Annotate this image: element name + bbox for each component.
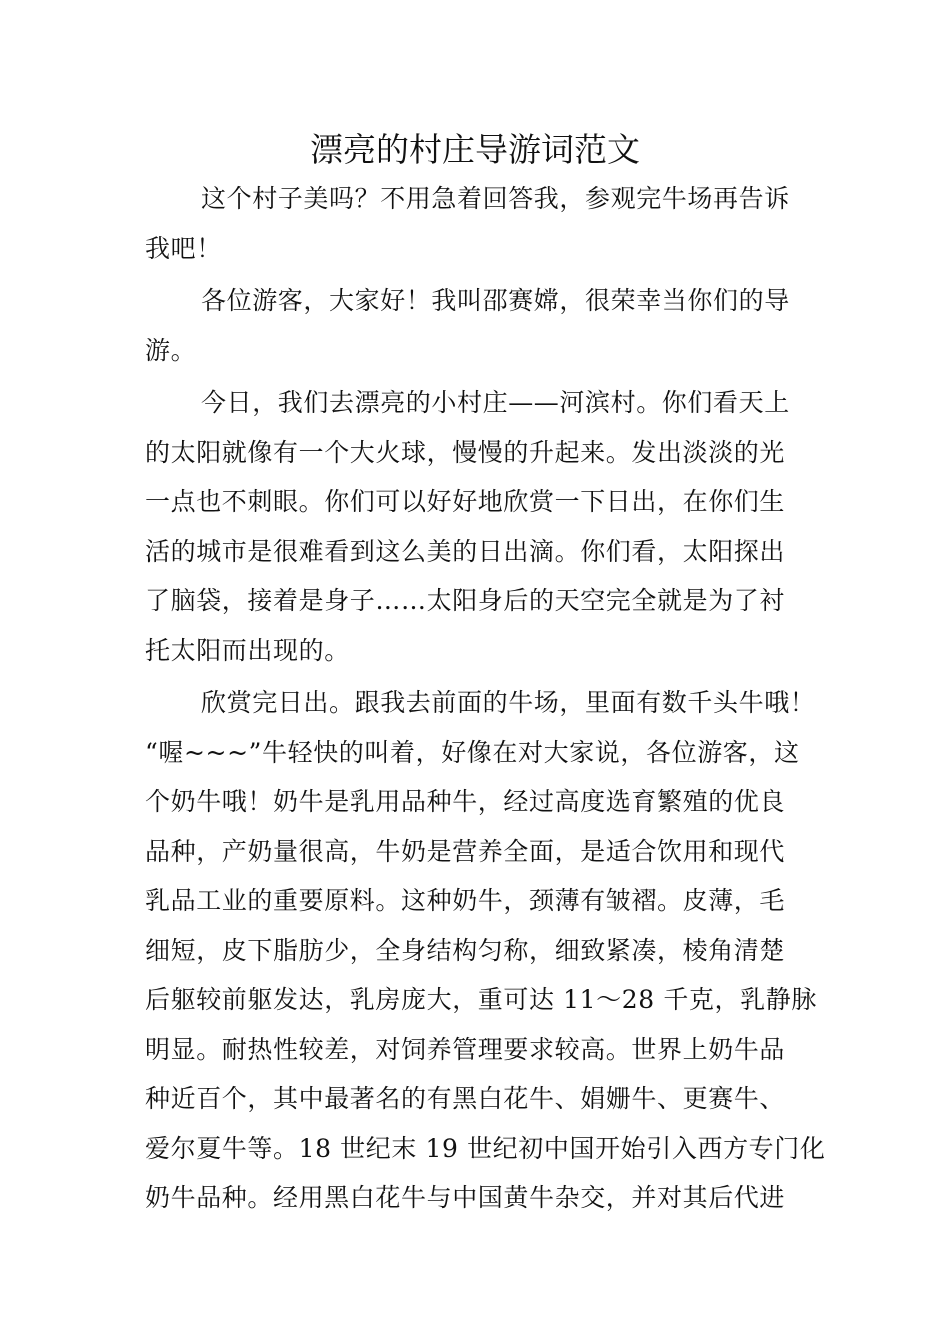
document-body (145, 174, 826, 1226)
paragraph (145, 276, 810, 375)
text-line: 游。 (145, 335, 197, 365)
text-line: 明显。耐热性较差，对饲养管理要求较高。世界上奶牛品 (145, 1034, 786, 1064)
text-line: 种近百个，其中最著名的有黑白花牛、娟姗牛、更赛牛、 (145, 1084, 786, 1113)
text-line: 奶牛品种。经用黑白花牛与中国黄牛杂交，并对其后代进 (145, 1183, 786, 1212)
text-line: 各位游客，大家好！我叫邵赛嫦，很荣幸当你们的导 (201, 286, 790, 315)
text-line: 我吧！ (145, 233, 222, 263)
text-line: 品种，产奶量很高，牛奶是营养全面，是适合饮用和现代 (145, 836, 786, 866)
text-line: 今日，我们去漂亮的小村庄——河滨村。你们看天上 (201, 388, 790, 417)
text-line: 活的城市是很难看到这么美的日出滴。你们看，太阳探出 (145, 536, 786, 566)
text-line: 爱尔夏牛等。18 世纪末 19 世纪初中国开始引入西方专门化 (145, 1133, 826, 1163)
text-line: 这个村子美吗？不用急着回答我，参观完牛场再告诉 (201, 184, 790, 213)
text-line: 一点也不刺眼。你们可以好好地欣赏一下日出，在你们生 (145, 487, 786, 516)
paragraph (145, 174, 810, 273)
paragraph (145, 378, 810, 675)
text-line: 了脑袋，接着是身子……太阳身后的天空完全就是为了衬 (145, 586, 786, 615)
text-line: 的太阳就像有一个大火球，慢慢的升起来。发出淡淡的光 (145, 437, 786, 467)
text-line: 托太阳而出现的。 (145, 635, 350, 665)
text-line: “喔~~~”牛轻快的叫着，好像在对大家说，各位游客，这 (145, 737, 800, 767)
text-line: 细短，皮下脂肪少，全身结构匀称，细致紧凑，棱角清楚 (145, 935, 786, 965)
text-line: 个奶牛哦！奶牛是乳用品种牛，经过高度选育繁殖的优良 (145, 787, 786, 816)
text-line: 乳品工业的重要原料。这种奶牛，颈薄有皱褶。皮薄，毛 (145, 886, 786, 915)
text-line: 后躯较前躯发达，乳房庞大，重可达 11～28 千克，乳静脉 (145, 985, 817, 1014)
paragraph (145, 678, 826, 1223)
document-title: 漂亮的村庄导游词范文 (310, 130, 640, 169)
text-line: 欣赏完日出。跟我去前面的牛场，里面有数千头牛哦！ (201, 688, 816, 717)
